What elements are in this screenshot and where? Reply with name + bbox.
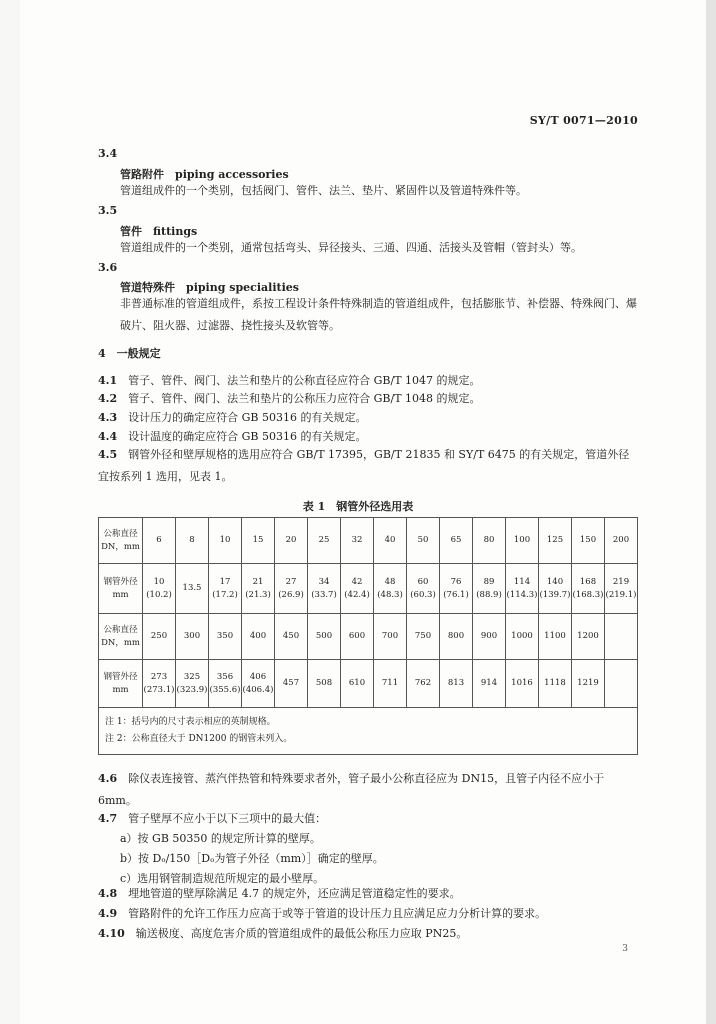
cell: 27 (26.9) (275, 564, 308, 614)
cell: 34 (33.7) (308, 564, 341, 614)
table-row (99, 708, 638, 755)
table-row (99, 564, 638, 614)
cell: 457 (275, 660, 308, 708)
clause-text: 埋地管道的壁厚除满足 4.7 的规定外，还应满足管道稳定性的要求。 (128, 887, 461, 900)
cell: 762 (407, 660, 440, 708)
cell: 89 (88.9) (473, 564, 506, 614)
cell: 100 (506, 518, 539, 564)
cell: 114 (114.3) (506, 564, 539, 614)
cell: 125 (539, 518, 572, 564)
cell: 15 (242, 518, 275, 564)
clause-number: 3.6 (98, 261, 118, 274)
cell: 450 (275, 614, 308, 660)
cell: 48 (48.3) (374, 564, 407, 614)
cell: 250 (143, 614, 176, 660)
clause-text: 管子、管件、阀门、法兰和垫片的公称直径应符合 GB/T 1047 的规定。 (128, 374, 481, 387)
cell: 356 (355.6) (209, 660, 242, 708)
term-definition: 管道组成件的一个类别，通常包括弯头、异径接头、三通、四通、活接头及管帽（管封头）等。 (120, 241, 582, 254)
cell: 610 (341, 660, 374, 708)
cell: 42 (42.4) (341, 564, 374, 614)
standard-code: SY/T 0071—2010 (529, 114, 638, 127)
note-1: 注 1：括号内的尺寸表示相应的英制规格。 (105, 717, 276, 727)
cell: 1219 (572, 660, 605, 708)
cell: 21 (21.3) (242, 564, 275, 614)
row-label: 钢管外径 mm (99, 564, 143, 614)
cell: 914 (473, 660, 506, 708)
clause-text: 钢管外径和壁厚规格的选用应符合 GB/T 17395，GB/T 21835 和 SY/T 6475 的有关规定，管道外径宜按系列 1 选用，见表 1。 (98, 448, 630, 483)
term-definition: 管道组成件的一个类别，包括阀门、管件、法兰、垫片、紧固件以及管道特殊件等。 (120, 184, 527, 197)
cell: 140 (139.7) (539, 564, 572, 614)
cell: 13.5 (176, 564, 209, 614)
cell: 150 (572, 518, 605, 564)
row-label: 公称直径 DN，mm (99, 518, 143, 564)
cell: 32 (341, 518, 374, 564)
cell (605, 660, 638, 708)
term-definition: 非普通标准的管道组成件，系按工程设计条件特殊制造的管道组成件，包括膨胀节、补偿器、特殊阀门、爆破片、阻火器、过滤器、挠性接头及软管等。 (120, 297, 637, 332)
cell: 8 (176, 518, 209, 564)
cell: 50 (407, 518, 440, 564)
cell: 1000 (506, 614, 539, 660)
cell: 1016 (506, 660, 539, 708)
cell: 1118 (539, 660, 572, 708)
clause-number: 3.5 (98, 204, 118, 217)
row-label: 钢管外径 mm (99, 660, 143, 708)
list-item: a）按 GB 50350 的规定所计算的壁厚。 (120, 832, 321, 845)
cell: 325 (323.9) (176, 660, 209, 708)
cell: 60 (60.3) (407, 564, 440, 614)
clause-number: 4.9 (98, 907, 118, 920)
cell: 200 (605, 518, 638, 564)
cell: 800 (440, 614, 473, 660)
cell: 25 (308, 518, 341, 564)
cell: 711 (374, 660, 407, 708)
cell: 40 (374, 518, 407, 564)
cell: 219 (219.1) (605, 564, 638, 614)
clause-text: 管子壁厚不应小于以下三项中的最大值： (128, 812, 327, 825)
cell: 273 (273.1) (143, 660, 176, 708)
table-row (99, 518, 638, 564)
cell: 10 (209, 518, 242, 564)
page-number: 3 (622, 944, 628, 954)
clause-number: 4.7 (98, 812, 118, 825)
cell: 750 (407, 614, 440, 660)
cell: 1200 (572, 614, 605, 660)
cell: 813 (440, 660, 473, 708)
table-row (99, 614, 638, 660)
clause-text: 除仪表连接管、蒸汽伴热管和特殊要求者外，管子最小公称直径应为 DN15，且管子内径不应小于 6mm。 (98, 772, 605, 807)
cell: 500 (308, 614, 341, 660)
section-title: 4 一般规定 (98, 347, 161, 360)
clause-text: 设计温度的确定应符合 GB 50316 的有关规定。 (128, 430, 367, 443)
cell: 168 (168.3) (572, 564, 605, 614)
cell (605, 614, 638, 660)
cell: 300 (176, 614, 209, 660)
cell: 600 (341, 614, 374, 660)
table-row (99, 660, 638, 708)
cell: 1100 (539, 614, 572, 660)
list-item: b）按 Dₒ/150［Dₒ为管子外径（mm）］确定的壁厚。 (120, 852, 384, 865)
clause-text: 管路附件的允许工作压力应高于或等于管道的设计压力且应满足应力分析计算的要求。 (128, 907, 547, 920)
cell: 900 (473, 614, 506, 660)
clause-text: 输送极度、高度危害介质的管道组成件的最低公称压力应取 PN25。 (135, 927, 468, 940)
term-heading: 管路附件 piping accessories (120, 168, 289, 181)
clause-number: 4.10 (98, 927, 125, 940)
cell: 80 (473, 518, 506, 564)
clause-number: 4.4 (98, 430, 118, 443)
table-caption: 表 1 钢管外径选用表 (302, 500, 414, 513)
cell: 65 (440, 518, 473, 564)
clause-number: 4.2 (98, 392, 118, 405)
row-label: 公称直径 DN，mm (99, 614, 143, 660)
cell: 508 (308, 660, 341, 708)
cell: 406 (406.4) (242, 660, 275, 708)
clause-text: 设计压力的确定应符合 GB 50316 的有关规定。 (128, 411, 367, 424)
clause-number: 3.4 (98, 147, 118, 160)
cell: 76 (76.1) (440, 564, 473, 614)
list-item: c）选用钢管制造规范所规定的最小壁厚。 (120, 872, 325, 885)
clause-number: 4.3 (98, 411, 118, 424)
clause-number: 4.8 (98, 887, 118, 900)
table-notes (99, 708, 638, 755)
note-2: 注 2：公称直径大于 DN1200 的钢管未列入。 (105, 734, 293, 744)
cell: 10 (10.2) (143, 564, 176, 614)
cell: 20 (275, 518, 308, 564)
cell: 6 (143, 518, 176, 564)
cell: 17 (17.2) (209, 564, 242, 614)
clause-number: 4.1 (98, 374, 118, 387)
clause-text: 管子、管件、阀门、法兰和垫片的公称压力应符合 GB/T 1048 的规定。 (128, 392, 481, 405)
cell: 400 (242, 614, 275, 660)
clause-number: 4.6 (98, 772, 118, 785)
pipe-diameter-table (98, 517, 638, 755)
clause-number: 4.5 (98, 448, 118, 461)
cell: 350 (209, 614, 242, 660)
term-heading: 管件 fittings (120, 225, 198, 238)
cell: 700 (374, 614, 407, 660)
term-heading: 管道特殊件 piping specialities (120, 281, 299, 294)
